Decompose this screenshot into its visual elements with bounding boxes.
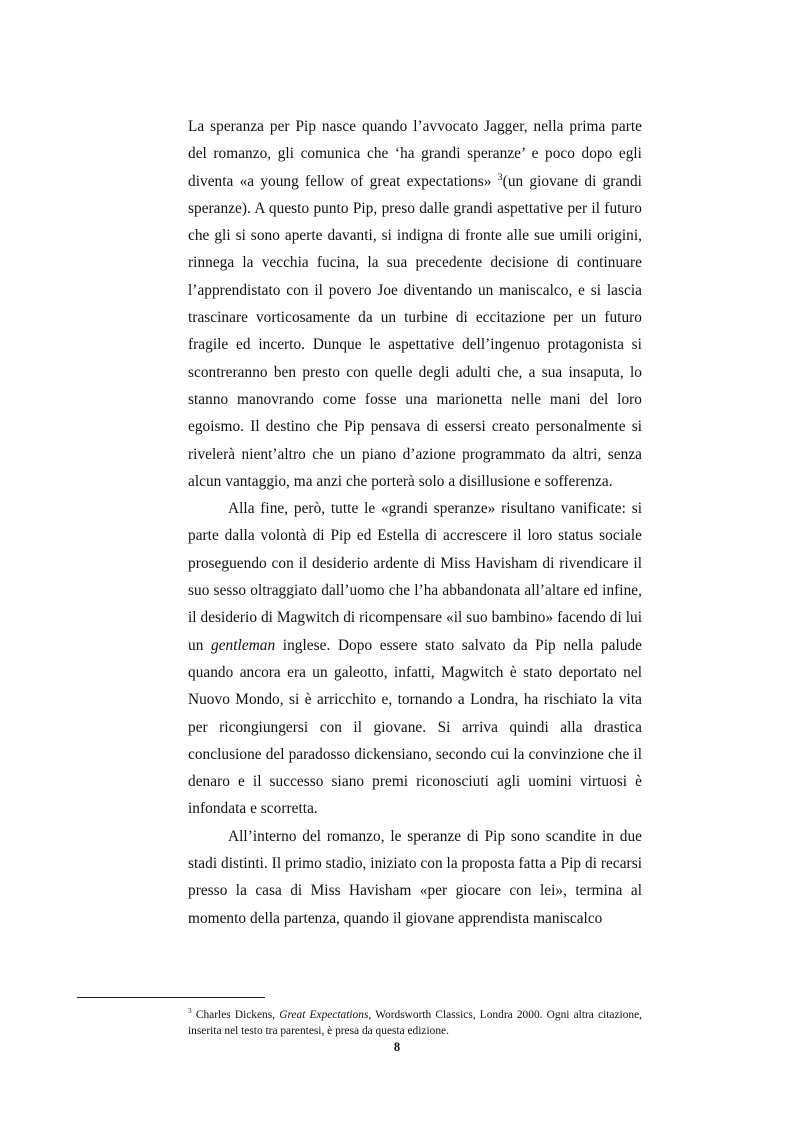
paragraph-2-italic-term: gentleman xyxy=(211,636,276,654)
footnote xyxy=(188,1008,642,1039)
paragraph-1-text-b: (un giovane di grandi speranze). A questo punto Pip, preso dalle grandi aspettative per il futuro che gli si sono aperte davanti, si indigna di fronte alle sue umili origini, rinnega la vecchia fucina, la sua precedente decisione di continuare l’apprendistato con il povero Joe diventando un maniscalco, e si lascia trascinare vorticosamente da un turbine di eccitazione per un futuro fragile ed incerto. Dunque le aspettative dell’ingenuo protagonista si scontreranno ben presto con quelle degli adulti che, a sua insaputa, lo stanno manovrando come fosse una marionetta nelle mani del loro egoismo. Il destino che Pip pensava di essersi creato personalmente si rivelerà nient’altro che un piano d’azione programmato da altri, senza alcun vantaggio, ma anzi che porterà solo a disillusione e sofferenza. xyxy=(188,172,642,490)
paragraph-2-text-a: Alla fine, però, tutte le «grandi speranze» risultano vanificate: si parte dalla volontà di Pip ed Estella di accrescere il loro status sociale proseguendo con il desiderio ardente di Miss Havisham di rivendicare il suo sesso oltraggiato dall’uomo che l’ha abbandonata all’altare ed infine, il desiderio di Magwitch di ricompensare «il suo bambino» facendo di lui un xyxy=(188,500,642,654)
paragraph-1 xyxy=(188,113,642,495)
footnote-text-a: Charles Dickens, xyxy=(191,1009,280,1021)
body-text xyxy=(188,113,642,932)
footnote-book-title: Great Expectations, xyxy=(279,1009,372,1021)
footnote-number: 3 xyxy=(188,1006,192,1016)
paragraph-3: All’interno del romanzo, le speranze di Pip sono scandite in due stadi distinti. Il primo stadio, iniziato con la proposta fatta a Pip di recarsi presso la casa di Miss Havisham «per giocare con lei», termina al momento della partenza, quando il giovane apprendista maniscalco xyxy=(188,827,642,927)
footnote-text-b: Wordsworth Classics, Londra 2000. Ogni altra citazione, inserita nel testo tra parentesi, è presa da questa edizione. xyxy=(188,1009,642,1037)
footnote-separator xyxy=(77,997,265,998)
paragraph-2 xyxy=(188,495,642,823)
paragraph-1-text-a: La speranza per Pip nasce quando l’avvocato Jagger, nella prima parte del romanzo, gli comunica che ‘ha grandi speranze’ e poco dopo egli diventa «a young fellow of great expectations» xyxy=(188,118,642,190)
paragraph-2-text-b: inglese. Dopo essere stato salvato da Pip nella palude quando ancora era un galeotto, infatti, Magwitch è stato deportato nel Nuovo Mondo, si è arricchito e, tornando a Londra, ha rischiato la vita per ricongiungersi con il giovane. Si arriva quindi alla drastica conclusione del paradosso dickensiano, secondo cui la convinzione che il denaro e il successo siano premi riconosciuti agli uomini virtuosi è infondata e scorretta. xyxy=(188,636,643,818)
page-number: 8 xyxy=(393,1040,401,1054)
footnote-reference: 3 xyxy=(497,171,503,183)
